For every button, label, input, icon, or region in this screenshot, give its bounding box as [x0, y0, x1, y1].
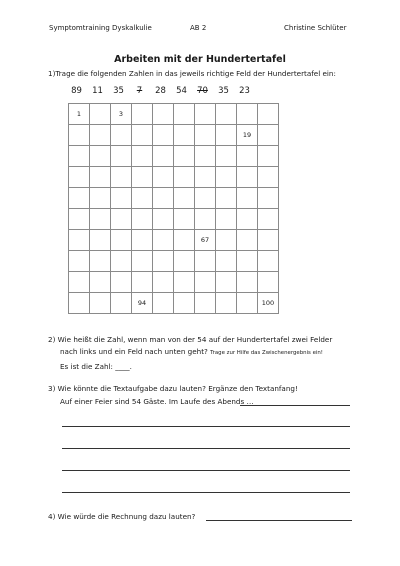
grid-cell[interactable] [258, 146, 279, 167]
number-item: 35 [113, 86, 124, 96]
answer-line[interactable] [62, 470, 350, 471]
task2-answer: Es ist die Zahl: ____. [60, 362, 132, 371]
grid-cell[interactable] [195, 272, 216, 293]
task3-line1: 3) Wie könnte die Textaufgabe dazu lauten? Ergänze den Textanfang! [48, 384, 298, 393]
grid-cell[interactable] [111, 188, 132, 209]
header-right: Christine Schlüter [284, 24, 347, 32]
grid-cell[interactable] [90, 146, 111, 167]
grid-cell[interactable] [153, 272, 174, 293]
number-item: 11 [92, 86, 103, 96]
task4-line1: 4) Wie würde die Rechnung dazu lauten? [48, 512, 196, 521]
grid-cell[interactable] [258, 104, 279, 125]
grid-cell[interactable] [111, 251, 132, 272]
grid-cell[interactable] [132, 167, 153, 188]
grid-cell[interactable] [111, 125, 132, 146]
answer-line[interactable] [62, 492, 350, 493]
grid-cell[interactable] [174, 146, 195, 167]
grid-cell[interactable] [90, 104, 111, 125]
task2-line1: 2) Wie heißt die Zahl, wenn man von der 54 auf der Hundertertafel zwei Felder [48, 335, 333, 344]
grid-row [69, 146, 279, 167]
grid-cell[interactable] [174, 209, 195, 230]
grid-row [69, 167, 279, 188]
grid-cell[interactable] [111, 230, 132, 251]
grid-cell[interactable] [174, 272, 195, 293]
grid-row [69, 188, 279, 209]
grid-cell[interactable] [153, 251, 174, 272]
grid-row [69, 293, 279, 314]
grid-cell[interactable] [153, 209, 174, 230]
grid-cell[interactable] [174, 251, 195, 272]
grid-cell[interactable] [69, 230, 90, 251]
grid-cell[interactable] [69, 146, 90, 167]
grid-row [69, 209, 279, 230]
grid-cell[interactable] [216, 230, 237, 251]
grid-cell[interactable] [237, 167, 258, 188]
page-title: Arbeiten mit der Hundertertafel [114, 54, 286, 65]
grid-cell[interactable] [90, 125, 111, 146]
grid-cell[interactable] [69, 188, 90, 209]
grid-cell[interactable] [258, 230, 279, 251]
grid-cell[interactable] [237, 188, 258, 209]
grid-cell[interactable]: 67 [195, 230, 216, 251]
grid-cell[interactable] [153, 104, 174, 125]
grid-cell[interactable] [216, 104, 237, 125]
grid-cell[interactable] [153, 230, 174, 251]
grid-cell[interactable] [69, 293, 90, 314]
grid-cell[interactable] [174, 293, 195, 314]
grid-cell[interactable] [216, 293, 237, 314]
grid-cell[interactable]: 1 [69, 104, 90, 125]
grid-cell[interactable] [174, 230, 195, 251]
grid-cell[interactable] [153, 293, 174, 314]
grid-cell[interactable] [69, 125, 90, 146]
grid-row [69, 251, 279, 272]
grid-cell[interactable] [90, 188, 111, 209]
grid-cell[interactable] [132, 125, 153, 146]
number-item: 23 [239, 86, 250, 96]
grid-cell[interactable] [132, 104, 153, 125]
grid-cell[interactable] [216, 209, 237, 230]
answer-line[interactable] [240, 405, 350, 406]
grid-cell[interactable] [90, 251, 111, 272]
grid-cell[interactable] [132, 146, 153, 167]
grid-cell[interactable] [132, 251, 153, 272]
answer-line[interactable] [62, 426, 350, 427]
grid-cell[interactable] [216, 251, 237, 272]
task2-question: nach links und ein Feld nach unten geht? [60, 347, 208, 356]
number-item: 35 [218, 86, 229, 96]
grid-cell[interactable] [237, 293, 258, 314]
number-item: 28 [155, 86, 166, 96]
grid-cell[interactable] [174, 188, 195, 209]
grid-cell[interactable] [195, 251, 216, 272]
grid-cell[interactable] [174, 167, 195, 188]
grid-cell[interactable] [69, 209, 90, 230]
grid-cell[interactable] [195, 125, 216, 146]
number-item: 7 [136, 86, 143, 96]
grid-cell[interactable] [195, 293, 216, 314]
grid-cell[interactable] [90, 167, 111, 188]
grid-cell[interactable] [111, 167, 132, 188]
grid-cell[interactable] [153, 167, 174, 188]
grid-cell[interactable]: 94 [132, 293, 153, 314]
task3-line2: Auf einer Feier sind 54 Gäste. Im Laufe des Abends … [60, 397, 254, 406]
grid-cell[interactable] [174, 125, 195, 146]
grid-cell[interactable] [132, 230, 153, 251]
grid-cell[interactable] [174, 104, 195, 125]
grid-cell[interactable] [258, 272, 279, 293]
number-item: 89 [71, 86, 82, 96]
grid-cell[interactable]: 19 [237, 125, 258, 146]
grid-cell[interactable] [258, 125, 279, 146]
grid-cell[interactable] [195, 146, 216, 167]
header-center: AB 2 [190, 24, 207, 32]
grid-cell[interactable] [195, 209, 216, 230]
grid-cell[interactable] [237, 251, 258, 272]
grid-row [69, 230, 279, 251]
grid-cell[interactable] [237, 209, 258, 230]
grid-cell[interactable] [237, 272, 258, 293]
grid-cell[interactable] [258, 167, 279, 188]
grid-cell[interactable] [153, 146, 174, 167]
grid-cell[interactable] [111, 272, 132, 293]
grid-cell[interactable] [111, 209, 132, 230]
grid-row [69, 125, 279, 146]
answer-line[interactable] [206, 520, 352, 521]
grid-cell[interactable] [195, 104, 216, 125]
grid-cell[interactable] [153, 188, 174, 209]
number-list [66, 86, 276, 96]
grid-cell[interactable] [132, 188, 153, 209]
task2-hint: Trage zur Hilfe das Zwischenergebnis ein! [210, 350, 323, 356]
grid-cell[interactable] [90, 272, 111, 293]
task2-line2 [60, 347, 323, 356]
number-item: 70 [197, 86, 208, 96]
grid-cell[interactable]: 100 [258, 293, 279, 314]
grid-cell[interactable] [111, 146, 132, 167]
grid-cell[interactable] [237, 146, 258, 167]
grid-cell[interactable] [216, 272, 237, 293]
grid-cell[interactable] [195, 167, 216, 188]
grid-cell[interactable] [90, 209, 111, 230]
grid-cell[interactable] [237, 230, 258, 251]
grid-cell[interactable] [258, 251, 279, 272]
answer-line[interactable] [62, 448, 350, 449]
hundred-grid [68, 103, 279, 314]
grid-cell[interactable] [90, 293, 111, 314]
task1-instruction: 1)Trage die folgenden Zahlen in das jeweils richtige Feld der Hundertertafel ein: [48, 69, 336, 78]
grid-cell[interactable]: 3 [111, 104, 132, 125]
grid-cell[interactable] [216, 146, 237, 167]
grid-row [69, 272, 279, 293]
grid-cell[interactable] [258, 209, 279, 230]
grid-cell[interactable] [69, 251, 90, 272]
grid-cell[interactable] [69, 272, 90, 293]
grid-cell[interactable] [216, 167, 237, 188]
grid-cell[interactable] [258, 188, 279, 209]
number-item: 54 [176, 86, 187, 96]
grid-cell[interactable] [132, 272, 153, 293]
grid-cell[interactable] [153, 125, 174, 146]
grid-cell[interactable] [216, 125, 237, 146]
grid-cell[interactable] [111, 293, 132, 314]
grid-cell[interactable] [216, 188, 237, 209]
grid-cell[interactable] [237, 104, 258, 125]
grid-cell[interactable] [195, 188, 216, 209]
grid-cell[interactable] [132, 209, 153, 230]
grid-cell[interactable] [90, 230, 111, 251]
header-left: Symptomtraining Dyskalkulie [49, 24, 152, 32]
grid-row [69, 104, 279, 125]
grid-cell[interactable] [69, 167, 90, 188]
